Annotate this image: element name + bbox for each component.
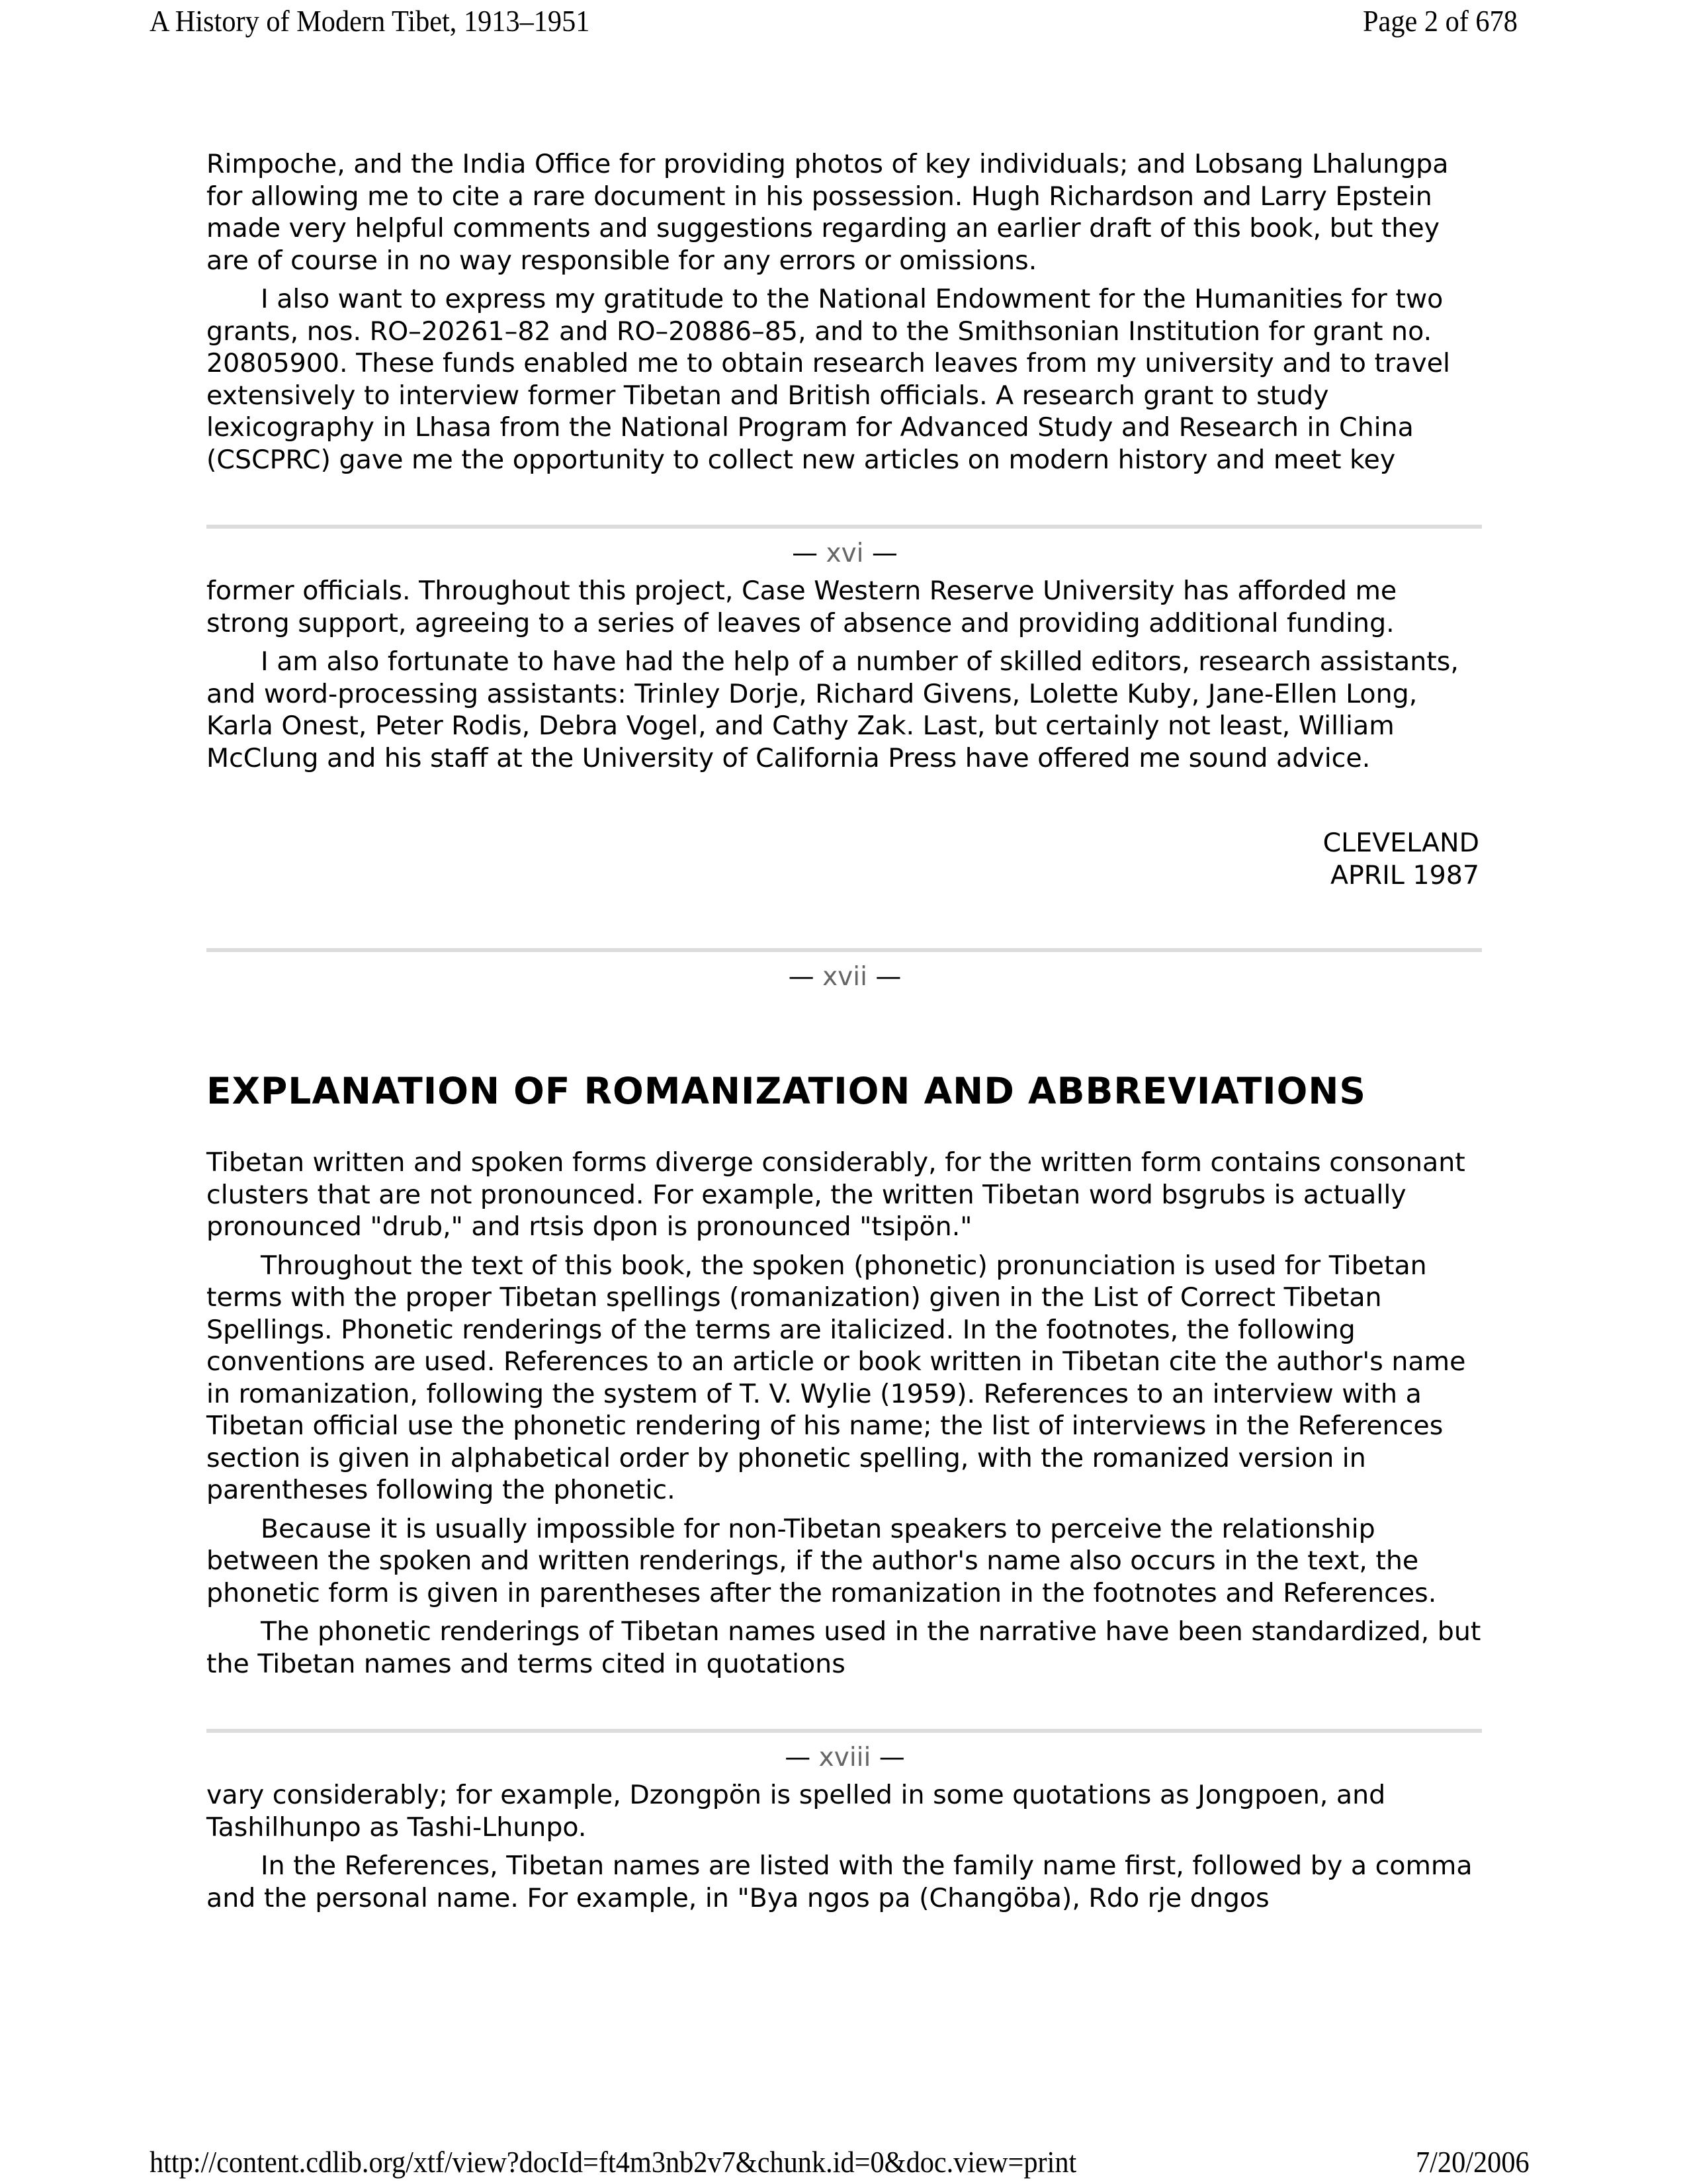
dash: — xyxy=(879,1743,905,1772)
page-indicator: Page 2 of 678 xyxy=(1363,4,1518,38)
dash: — xyxy=(792,539,818,568)
page-break-separator xyxy=(206,948,1482,952)
page-number-xviii xyxy=(206,1743,1483,1772)
page-xv-tail xyxy=(206,148,1483,476)
dash: — xyxy=(871,539,898,568)
print-date: 7/20/2006 xyxy=(1416,2145,1530,2179)
page-xvii xyxy=(206,998,1483,1680)
paragraph: former officials. Throughout this project, Case Western Reserve University has afforded me strong support, agreeing to a series of leaves of absence and providing additional funding. xyxy=(206,576,1397,638)
page-break-separator xyxy=(206,525,1482,529)
page-xvi xyxy=(206,575,1483,891)
paragraph: In the References, Tibetan names are listed with the family name first, followed by a comma and the personal name. For example, in "Bya ngos pa (Changöba), Rdo rje dngos xyxy=(206,1851,1473,1913)
page-number-xvi xyxy=(206,539,1483,568)
dash: — xyxy=(875,962,902,992)
dash: — xyxy=(785,1743,811,1772)
paragraph: vary considerably; for example, Dzongpön is spelled in some quotations as Jongpoen, and Tashilhunpo as Tashi-Lhunpo. xyxy=(206,1780,1386,1843)
paragraph: Rimpoche, and the India Office for providing photos of key individuals; and Lobsang Lhalungpa for allowing me to cite a rare document in his possession. Hugh Richardson and Larry Epstein made very helpful comments and suggestions regarding an earlier draft of this book, but they are of course in no way responsible for any errors or omissions. xyxy=(206,149,1449,276)
paragraph: Tibetan written and spoken forms diverge considerably, for the written form contains consonant clusters that are not pronounced. For example, the written Tibetan word bsgrubs is actually pronounced "drub," and rtsis dpon is pronounced "tsipön." xyxy=(206,1147,1465,1242)
paragraph: Throughout the text of this book, the spoken (phonetic) pronunciation is used for Tibetan terms with the proper Tibetan spellings (romanization) given in the List of Correct Tibetan Spellings. Phonetic renderings of the terms are italicized. In the footnotes, the following conventions are used. References to an article or book written in Tibetan cite the author's name in romanization, following the system of T. V. Wylie (1959). References to an interview with a Tibetan official use the phonetic rendering of his name; the list of interviews in the References section is given in alphabetical order by phonetic spelling, with the romanized version in parentheses following the phonetic. xyxy=(206,1250,1466,1505)
paragraph: The phonetic renderings of Tibetan names used in the narrative have been standardized, but the Tibetan names and terms cited in quotations xyxy=(206,1616,1481,1679)
document-body xyxy=(206,148,1483,1921)
document-title: A History of Modern Tibet, 1913–1951 xyxy=(150,4,590,38)
page-number-label: xvi xyxy=(826,539,864,568)
page-number-label: xvii xyxy=(822,962,867,992)
paragraph: Because it is usually impossible for non-Tibetan speakers to perceive the relationship between the spoken and written renderings, if the author's name also occurs in the text, the phonetic form is given in parentheses after the romanization in the footnotes and References. xyxy=(206,1513,1437,1608)
page-xviii xyxy=(206,1779,1483,1914)
paragraph: I also want to express my gratitude to the National Endowment for the Humanities for two grants, nos. RO–20261–82 and RO–20886–85, and to the Smithsonian Institution for grant no. 20805900. These funds enabled me to obtain research leaves from my university and to travel extensively to interview former Tibetan and British officials. A research grant to study lexicography in Lhasa from the National Program for Advanced Study and Research in China (CSCPRC) gave me the opportunity to collect new articles on modern history and meet key xyxy=(206,284,1451,475)
paragraph: I am also fortunate to have had the help of a number of skilled editors, research assistants, and word-processing assistants: Trinley Dorje, Richard Givens, Lolette Kuby, Jane-Ellen Long, Karla Onest, Peter Rodis, Debra Vogel, and Cathy Zak. Last, but certainly not least, William McClung and his staff at the University of California Press have offered me sound advice. xyxy=(206,646,1459,773)
dash: — xyxy=(788,962,814,992)
page-number-xvii xyxy=(206,963,1483,992)
page-break-separator xyxy=(206,1729,1482,1733)
source-url[interactable]: http://content.cdlib.org/xtf/view?docId=ft4m3nb2v7&chunk.id=0&doc.view=print xyxy=(150,2145,1077,2179)
signature-date: APRIL 1987 xyxy=(1330,859,1479,891)
signature-place: CLEVELAND xyxy=(1322,828,1479,858)
page-number-label: xviii xyxy=(818,1743,871,1772)
section-heading: EXPLANATION OF ROMANIZATION AND ABBREVIATIONS xyxy=(206,1070,1367,1112)
